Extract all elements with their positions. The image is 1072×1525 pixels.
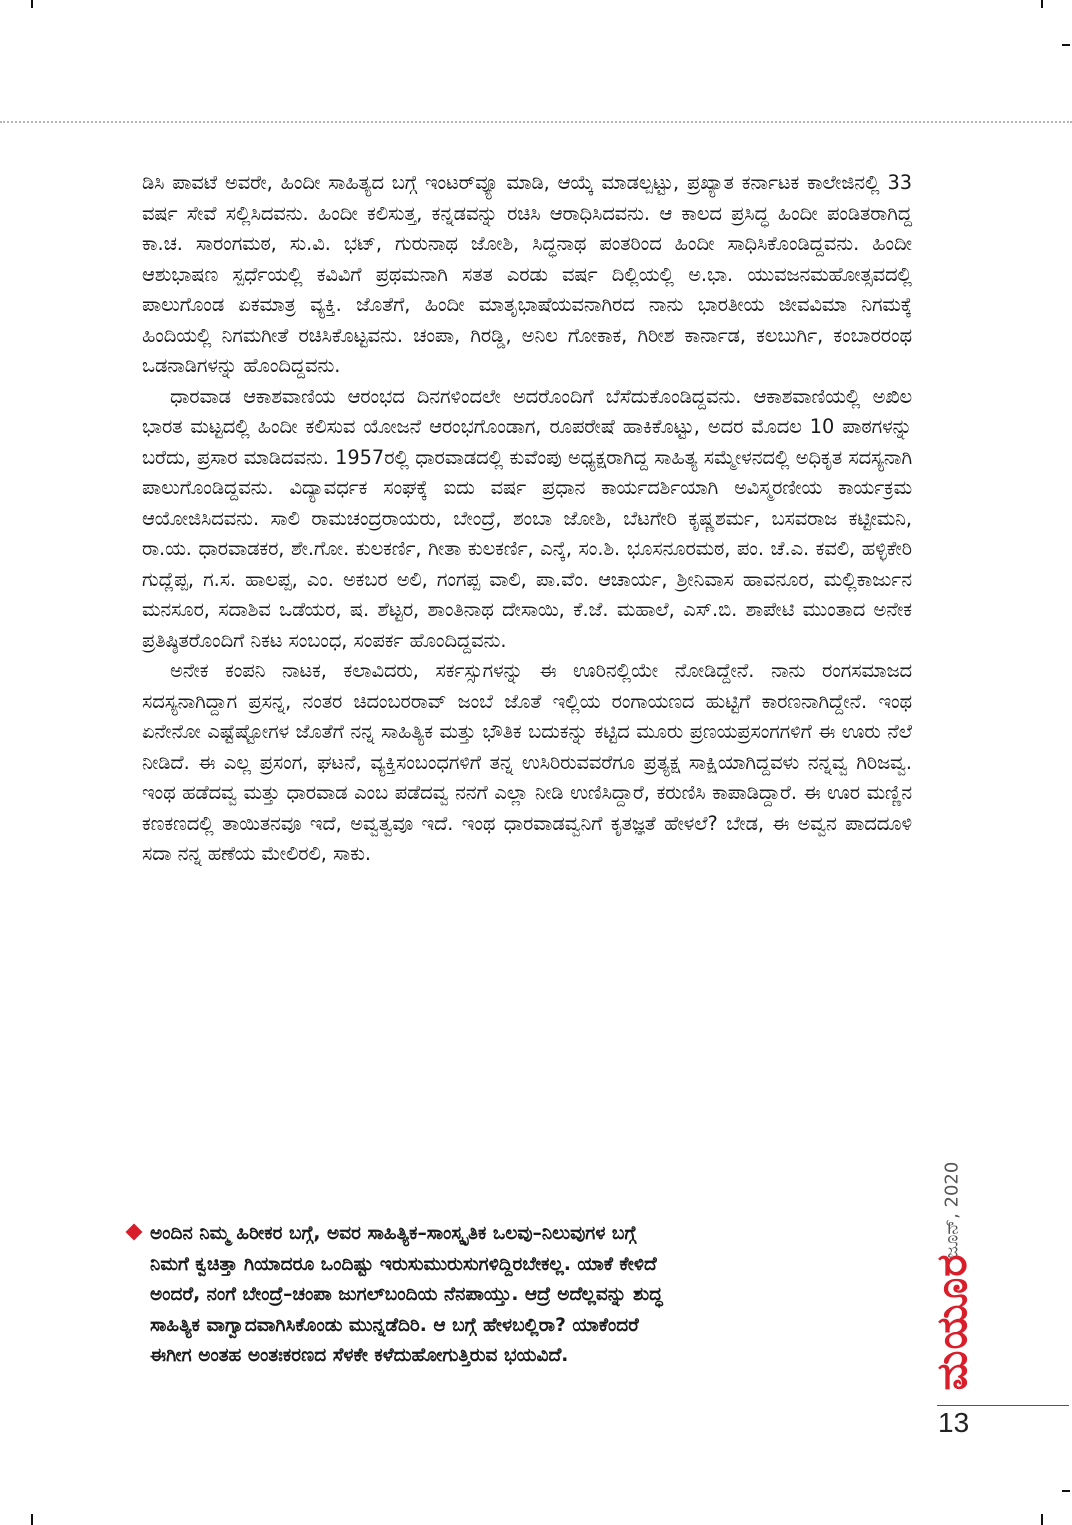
question-line-1: ಅಂದಿನ ನಿಮ್ಮ ಹಿರೀಕರ ಬಗ್ಗೆ, ಅವರ ಸಾಹಿತ್ಯಿಕ–ಸಾಂಸ್ಕೃತಿಕ ಒಲವು–ನಿಲುವುಗಳ ಬಗ್ಗೆ — [150, 1223, 637, 1244]
page-number: 13 — [938, 1407, 970, 1438]
crop-mark-bottom-right — [1041, 1514, 1043, 1525]
issue-date: ಜೂನ್, 2020 — [941, 1161, 963, 1259]
crop-mark-top-left — [31, 0, 33, 8]
crop-mark-bottom-left — [31, 1514, 33, 1525]
question-text — [128, 1219, 878, 1372]
article-body — [142, 168, 912, 870]
folio-rule — [937, 1405, 1069, 1406]
question-line-4: ಸಾಹಿತ್ಯಿಕ ವಾಗ್ವಾದವಾಗಿಸಿಕೊಂಡು ಮುನ್ನಡೆದಿರಿ. ಆ ಬಗ್ಗೆ ಹೇಳಬಲ್ಲಿರಾ? ಯಾಕೆಂದರೆ — [150, 1314, 639, 1336]
question-line-5: ಈಗೀಗ ಅಂತಹ ಅಂತಃಕರಣದ ಸೆಳಕೇ ಕಳೆದುಹೋಗುತ್ತಿರುವ ಭಯವಿದೆ. — [150, 1345, 569, 1366]
crop-mark-right-top — [1062, 44, 1070, 46]
crop-mark-top-right — [1041, 0, 1043, 8]
magazine-logo: ಮಯೂರ — [927, 1253, 976, 1391]
interview-question — [128, 1219, 878, 1372]
diamond-bullet-icon — [126, 1224, 143, 1241]
question-line-3: ಅಂದರೆ, ನಂಗೆ ಬೇಂದ್ರೆ–ಚಂಪಾ ಜುಗಲ್‌ಬಂದಿಯ ನೆನಪಾಯ್ತು. ಆದ್ರೆ ಅದೆಲ್ಲವನ್ನು ಶುದ್ಧ — [150, 1284, 663, 1305]
crop-mark-right-bottom — [1062, 1490, 1070, 1492]
article-paragraph-1: ಡಿಸಿ ಪಾವಟೆ ಅವರೇ, ಹಿಂದೀ ಸಾಹಿತ್ಯದ ಬಗ್ಗೆ ಇಂಟರ್‌ವ್ಯೂ ಮಾಡಿ, ಆಯ್ಕೆ ಮಾಡಲ್ಪಟ್ಟು, ಪ್ರಖ್ಯಾತ ಕರ್ನಾಟಕ ಕಾಲೇಜಿನಲ್ಲಿ 33 ವರ್ಷ ಸೇವೆ ಸಲ್ಲಿಸಿದವನು. ಹಿಂದೀ ಕಲಿಸುತ್ತ, ಕನ್ನಡವನ್ನು ರಚಿಸಿ ಆರಾಧಿಸಿದವನು. ಆ ಕಾಲದ ಪ್ರಸಿದ್ಧ ಹಿಂದೀ ಪಂಡಿತರಾಗಿದ್ದ ಕಾ.ಚ. ಸಾರಂಗಮಠ, ಸು.ವಿ. ಭಟ್, ಗುರುನಾಥ ಜೋಶಿ, ಸಿದ್ಧನಾಥ ಪಂತರಿಂದ ಹಿಂದೀ ಸಾಧಿಸಿಕೊಂಡಿದ್ದವನು. ಹಿಂದೀ ಆಶುಭಾಷಣ ಸ್ಪರ್ಧೆಯಲ್ಲಿ ಕವಿವಿಗೆ ಪ್ರಥಮನಾಗಿ ಸತತ ಎರಡು ವರ್ಷ ದಿಲ್ಲಿಯಲ್ಲಿ ಅ.ಭಾ. ಯುವಜನಮಹೋತ್ಸವದಲ್ಲಿ ಪಾಲುಗೊಂಡ ಏಕಮಾತ್ರ ವ್ಯಕ್ತಿ. ಜೊತೆಗೆ, ಹಿಂದೀ ಮಾತೃಭಾಷೆಯವನಾಗಿರದ ನಾನು ಭಾರತೀಯ ಜೀವವಿಮಾ ನಿಗಮಕ್ಕೆ ಹಿಂದಿಯಲ್ಲಿ ನಿಗಮಗೀತೆ ರಚಿಸಿಕೊಟ್ಟವನು. ಚಂಪಾ, ಗಿರಡ್ಡಿ, ಅನಿಲ ಗೋಕಾಕ, ಗಿರೀಶ ಕಾರ್ನಾಡ, ಕಲಬುರ್ಗಿ, ಕಂಬಾರರಂಥ ಒಡನಾಡಿಗಳನ್ನು ಹೊಂದಿದ್ದವನು. — [142, 171, 912, 377]
article-paragraph-3: ಅನೇಕ ಕಂಪನಿ ನಾಟಕ, ಕಲಾವಿದರು, ಸರ್ಕಸ್ಸುಗಳನ್ನು ಈ ಊರಿನಲ್ಲಿಯೇ ನೋಡಿದ್ದೇನೆ. ನಾನು ರಂಗಸಮಾಜದ ಸದಸ್ಯನಾಗಿದ್ದಾಗ ಪ್ರಸನ್ನ, ನಂತರ ಚಿದಂಬರರಾವ್ ಜಂಬೆ ಜೊತೆ ಇಲ್ಲಿಯ ರಂಗಾಯಣದ ಹುಟ್ಟಿಗೆ ಕಾರಣನಾಗಿದ್ದೇನೆ. ಇಂಥ ಏನೇನೋ ಎಷ್ಟೆಷ್ಟೋಗಳ ಜೊತೆಗೆ ನನ್ನ ಸಾಹಿತ್ಯಿಕ ಮತ್ತು ಭೌತಿಕ ಬದುಕನ್ನು ಕಟ್ಟಿದ ಮೂರು ಪ್ರಣಯಪ್ರಸಂಗಗಳಿಗೆ ಈ ಊರು ನೆಲೆ ನೀಡಿದೆ. ಈ ಎಲ್ಲ ಪ್ರಸಂಗ, ಘಟನೆ, ವ್ಯಕ್ತಿಸಂಬಂಧಗಳಿಗೆ ತನ್ನ ಉಸಿರಿರುವವರೆಗೂ ಪ್ರತ್ಯಕ್ಷ ಸಾಕ್ಷಿಯಾಗಿದ್ದವಳು ನನ್ನವ್ವ ಗಿರಿಜವ್ವ. ಇಂಥ ಹಡೆದವ್ವ ಮತ್ತು ಧಾರವಾಡ ಎಂಬ ಪಡೆದವ್ವ ನನಗೆ ಎಲ್ಲಾ ನೀಡಿ ಉಣಿಸಿದ್ದಾರೆ, ಕರುಣಿಸಿ ಕಾಪಾಡಿದ್ದಾರೆ. ಈ ಊರ ಮಣ್ಣಿನ ಕಣಕಣದಲ್ಲಿ ತಾಯಿತನವೂ ಇದೆ, ಅವ್ವತ್ವವೂ ಇದೆ. ಇಂಥ ಧಾರವಾಡವ್ವನಿಗೆ ಕೃತಜ್ಞತೆ ಹೇಳಲೆ? ಬೇಡ, ಈ ಅವ್ವನ ಪಾದದೂಳಿ ಸದಾ ನನ್ನ ಹಣೆಯ ಮೇಲಿರಲಿ, ಸಾಕು. — [142, 659, 912, 865]
question-line-2: ನಿಮಗೆ ಕ್ವಚಿತ್ತಾ ಗಿಯಾದರೂ ಒಂದಿಷ್ಟು ಇರುಸುಮುರುಸುಗಳಿದ್ದಿರಬೇಕಲ್ಲ. ಯಾಕೆ ಕೇಳಿದೆ — [150, 1253, 657, 1275]
header-dotted-rule — [0, 121, 1072, 123]
article-paragraph-2: ಧಾರವಾಡ ಆಕಾಶವಾಣಿಯ ಆರಂಭದ ದಿನಗಳಿಂದಲೇ ಅದರೊಂದಿಗೆ ಬೆಸೆದುಕೊಂಡಿದ್ದವನು. ಆಕಾಶವಾಣಿಯಲ್ಲಿ ಅಖಿಲ ಭಾರತ ಮಟ್ಟದಲ್ಲಿ ಹಿಂದೀ ಕಲಿಸುವ ಯೋಜನೆ ಆರಂಭಗೊಂಡಾಗ, ರೂಪರೇಷೆ ಹಾಕಿಕೊಟ್ಟು, ಅದರ ಮೊದಲ 10 ಪಾಠಗಳನ್ನು ಬರೆದು, ಪ್ರಸಾರ ಮಾಡಿದವನು. 1957ರಲ್ಲಿ ಧಾರವಾಡದಲ್ಲಿ ಕುವೆಂಪು ಅಧ್ಯಕ್ಷರಾಗಿದ್ದ ಸಾಹಿತ್ಯ ಸಮ್ಮೇಳನದಲ್ಲಿ ಅಧಿಕೃತ ಸದಸ್ಯನಾಗಿ ಪಾಲುಗೊಂಡಿದ್ದವನು. ವಿದ್ಯಾವರ್ಧಕ ಸಂಘಕ್ಕೆ ಐದು ವರ್ಷ ಪ್ರಧಾನ ಕಾರ್ಯದರ್ಶಿಯಾಗಿ ಅವಿಸ್ಮರಣೀಯ ಕಾರ್ಯಕ್ರಮ ಆಯೋಜಿಸಿದವನು. ಸಾಲಿ ರಾಮಚಂದ್ರರಾಯರು, ಬೇಂದ್ರೆ, ಶಂಬಾ ಜೋಶಿ, ಬೆಟಗೇರಿ ಕೃಷ್ಣಶರ್ಮ, ಬಸವರಾಜ ಕಟ್ಟೀಮನಿ, ರಾ.ಯ. ಧಾರವಾಡಕರ, ಶೇ.ಗೋ. ಕುಲಕರ್ಣಿ, ಗೀತಾ ಕುಲಕರ್ಣಿ, ಎನ್ಕೆ, ಸಂ.ಶಿ. ಭೂಸನೂರಮಠ, ಪಂ. ಚೆ.ಎ. ಕವಲಿ, ಹಳ್ಳಿಕೇರಿ ಗುದ್ಲೆಪ್ಪ, ಗ.ಸ. ಹಾಲಪ್ಪ, ಎಂ. ಅಕಬರ ಅಲಿ, ಗಂಗಪ್ಪ ವಾಲಿ, ಪಾ.ವೆಂ. ಆಚಾರ್ಯ, ಶ್ರೀನಿವಾಸ ಹಾವನೂರ, ಮಲ್ಲಿಕಾರ್ಜುನ ಮನಸೂರ, ಸದಾಶಿವ ಒಡೆಯರ, ಷ. ಶೆಟ್ಟರ, ಶಾಂತಿನಾಥ ದೇಸಾಯಿ, ಕೆ.ಜೆ. ಮಹಾಲೆ, ಎಸ್.ಬಿ. ಶಾಪೇಟಿ ಮುಂತಾದ ಅನೇಕ ಪ್ರತಿಷ್ಠಿತರೊಂದಿಗೆ ನಿಕಟ ಸಂಬಂಧ, ಸಂಪರ್ಕ ಹೊಂದಿದ್ದವನು. — [142, 384, 912, 652]
